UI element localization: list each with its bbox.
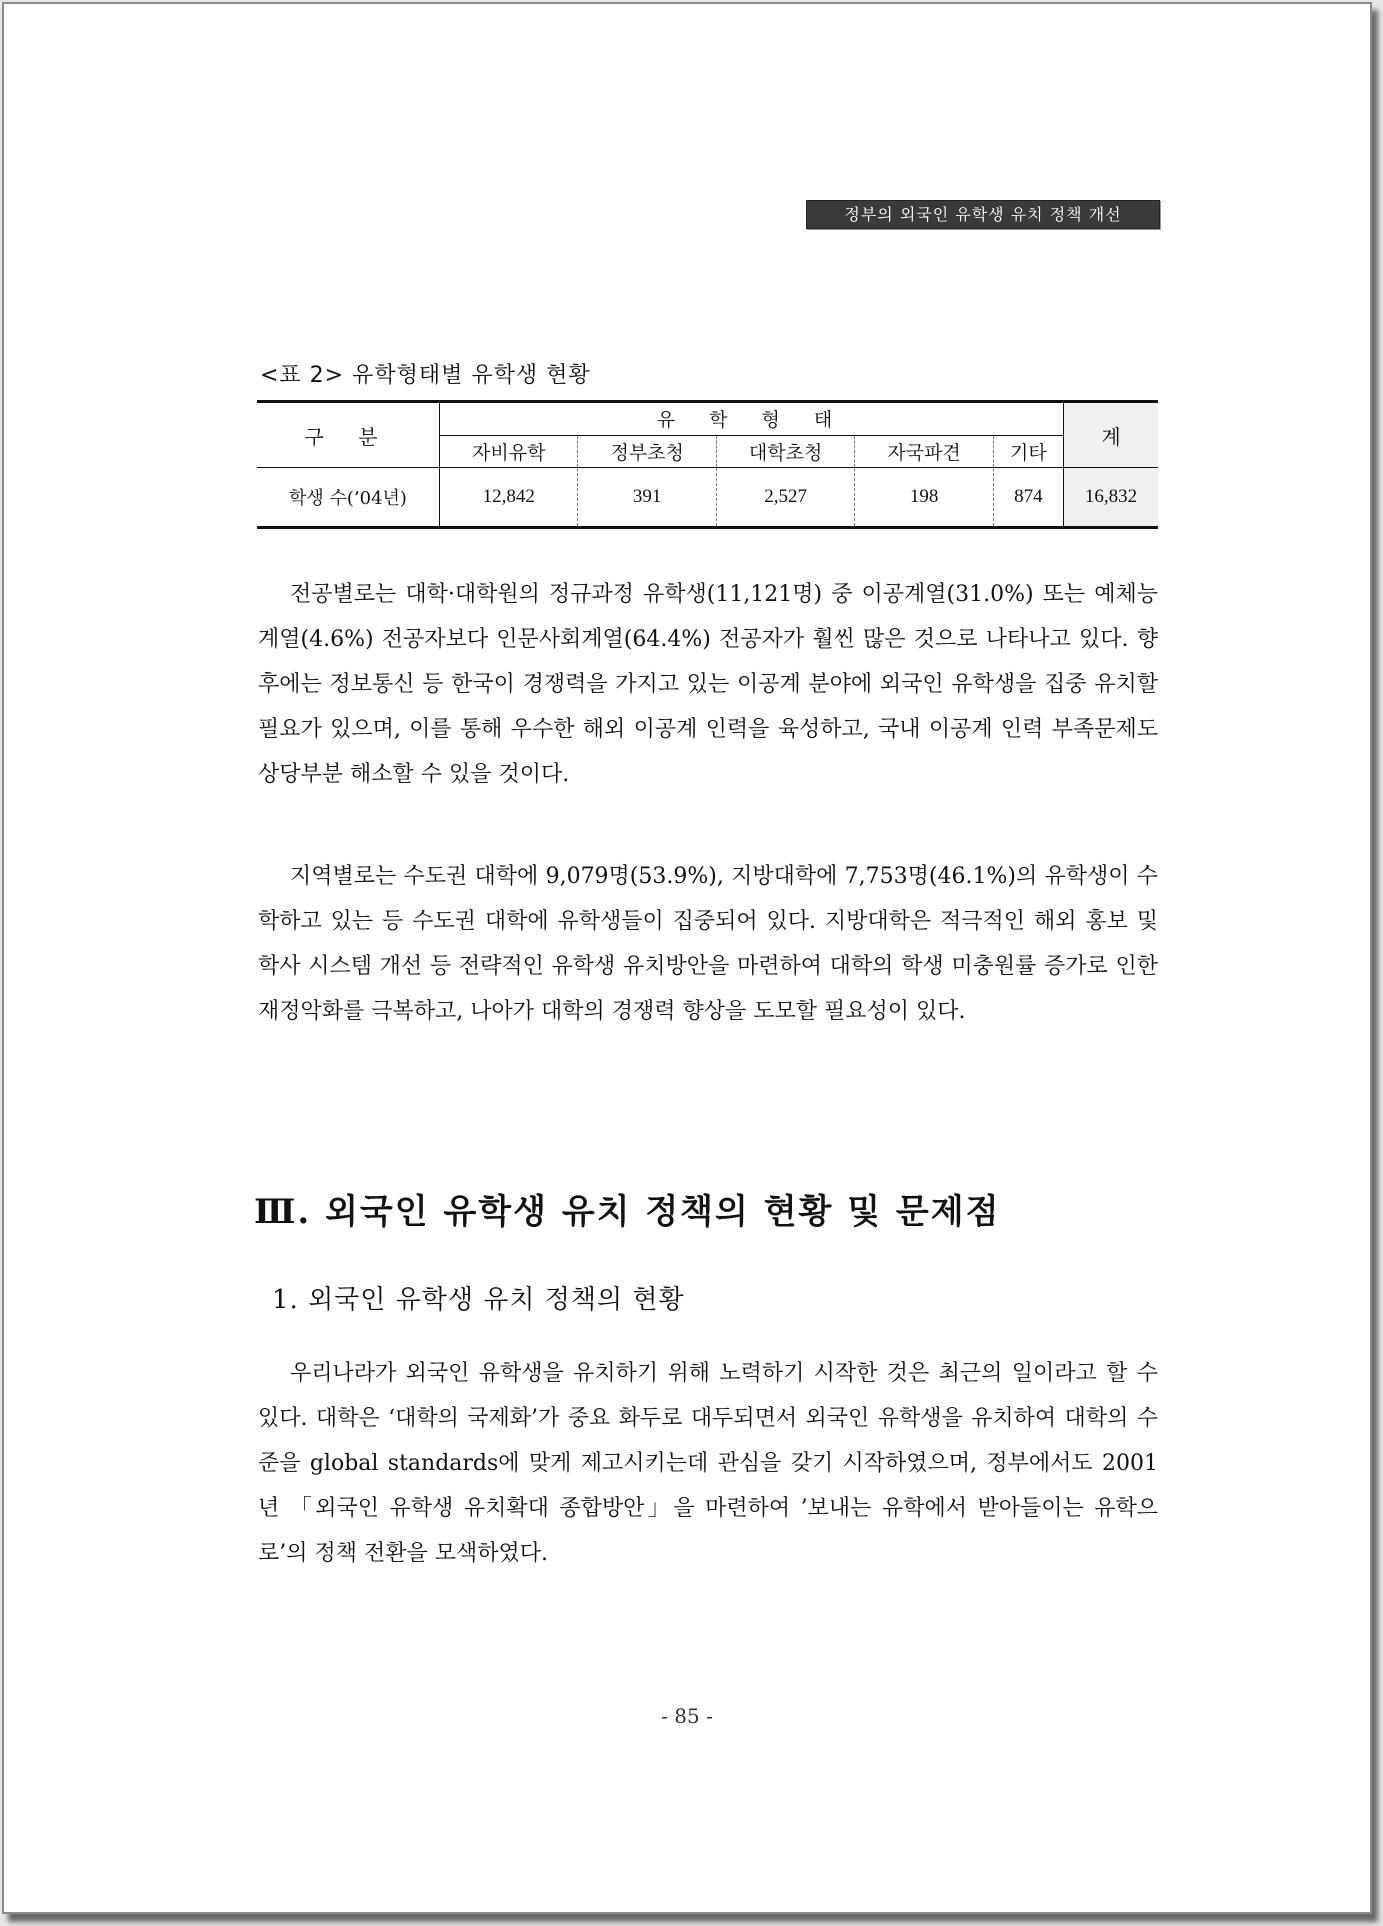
value-home-country-dispatched: 198: [855, 468, 993, 528]
value-government-invited: 391: [578, 468, 716, 528]
section-title: Ⅲ. 외국인 유학생 유치 정책의 현황 및 문제점: [254, 1192, 1001, 1232]
paragraph-text: 전공별로는 대학·대학원의 정규과정 유학생(11,121명) 중 이공계열(31.0%) 또는 예체능계열(4.6%) 전공자보다 인문사회계열(64.4%) 전공자가 훨씬 많은 것으로 나타나고 있다. 향후에는 정보통신 등 한국이 경쟁력을 가지고 있는 이공계 분야에 외국인 유학생을 집중 유치할 필요가 있으며, 이를 통해 우수한 해외 이공계 인력을 육성하고, 국내 이공계 인력 부족문제도 상당부분 해소할 수 있을 것이다.: [258, 582, 1158, 787]
subsection-title: 1. 외국인 유학생 유치 정책의 현황: [272, 1285, 685, 1315]
paragraph-major-field: [258, 572, 1158, 797]
paragraph-region: [258, 854, 1158, 1034]
value-other: 874: [993, 468, 1063, 528]
row-label-student-count: 학생 수(’04년): [257, 468, 440, 528]
subheader-other: 기타: [993, 435, 1063, 467]
paragraph-text: 우리나라가 외국인 유학생을 유치하기 위해 노력하기 시작한 것은 최근의 일이라고 할 수 있다. 대학은 ‘대학의 국제화’가 중요 화두로 대두되면서 외국인 유학생을 유치하여 대학의 수준을 global standards에 맞게 제고시키는데 관심을 갖기 시작하였으며, 정부에서도 2001년 「외국인 유학생 유치확대 종합방안」을 마련하여 ’보내는 유학에서 받아들이는 유학으로’의 정책 전환을 모색하였다.: [258, 1361, 1158, 1566]
paragraph-text: 지역별로는 수도권 대학에 9,079명(53.9%), 지방대학에 7,753명(46.1%)의 유학생이 수학하고 있는 등 수도권 대학에 유학생들이 집중되어 있다. 지방대학은 적극적인 해외 홍보 및 학사 시스템 개선 등 전략적인 유학생 유치방안을 마련하여 대학의 학생 미충원률 증가로 인한 재정악화를 극복하고, 나아가 대학의 경쟁력 향상을 도모할 필요성이 있다.: [258, 864, 1158, 1024]
subheader-self-funded: 자비유학: [440, 435, 578, 467]
study-type-table: [257, 400, 1158, 529]
running-header: 정부의 외국인 유학생 유치 정책 개선: [806, 200, 1160, 229]
table-caption: <표 2> 유학형태별 유학생 현황: [260, 363, 591, 388]
page-number: - 85 -: [661, 1704, 713, 1728]
value-university-invited: 2,527: [716, 468, 854, 528]
header-total: 계: [1064, 402, 1159, 468]
subheader-home-country-dispatched: 자국파견: [855, 435, 993, 467]
header-study-type: 유 학 형 태: [440, 402, 1064, 436]
header-gubun: 구 분: [257, 402, 440, 468]
subheader-university-invited: 대학초청: [716, 435, 854, 467]
document-page: [2, 2, 1372, 1914]
subheader-government-invited: 정부초청: [578, 435, 716, 467]
table-row: [257, 468, 1158, 528]
value-total: 16,832: [1064, 468, 1159, 528]
paragraph-policy-history: [258, 1351, 1158, 1576]
value-self-funded: 12,842: [440, 468, 578, 528]
